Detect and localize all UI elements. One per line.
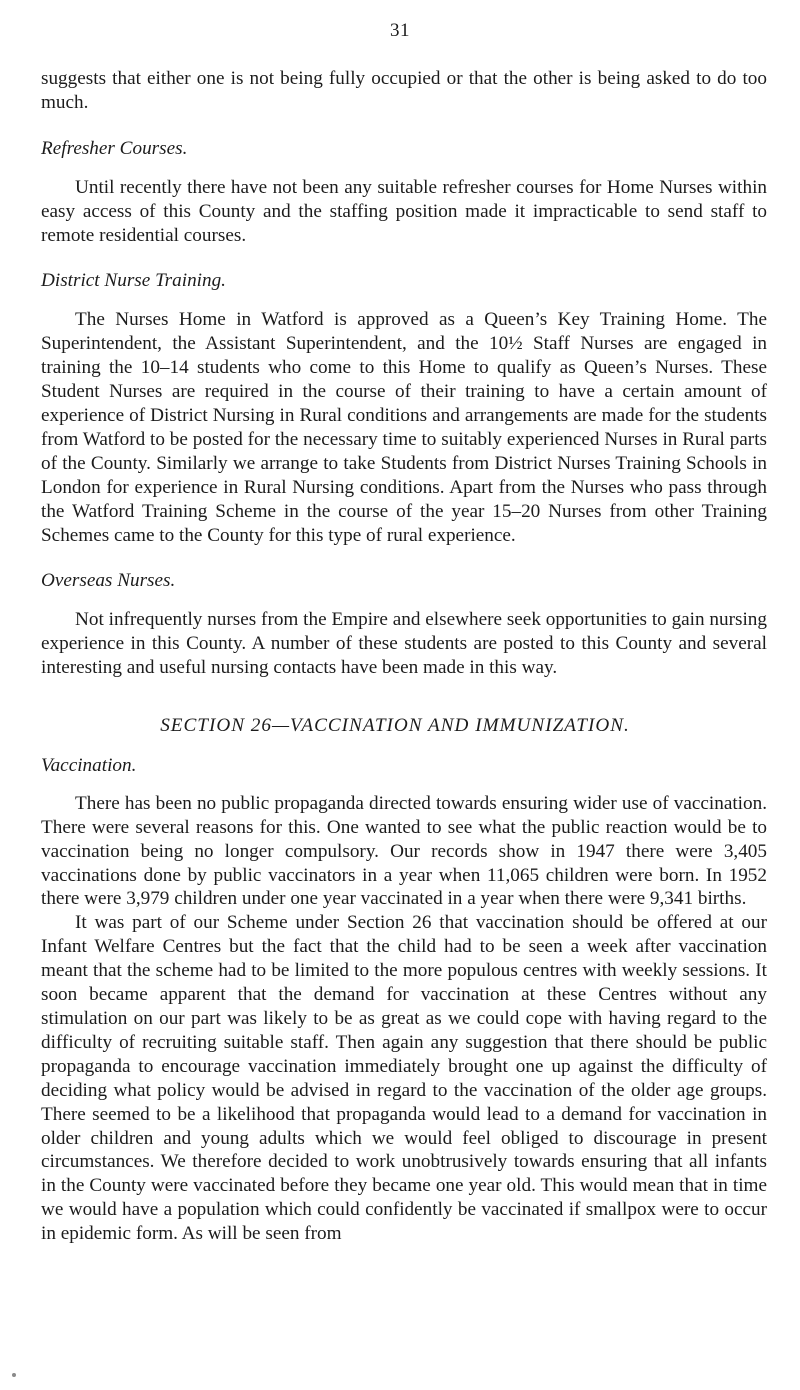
- page-body: [41, 67, 767, 1246]
- intro-paragraph: suggests that either one is not being fully occupied or that the other is being asked to do too much.: [41, 68, 767, 113]
- section-title: SECTION 26—VACCINATION AND IMMUNIZATION.: [160, 715, 630, 737]
- page-number: 31: [390, 20, 410, 41]
- district-nurse-training-paragraph: The Nurses Home in Watford is approved as a Queen’s Key Training Home. The Superintendent, the Assistant Superintendent, and the 10½ Staff Nurses are engaged in training the 10–14 students who come to this Home to qualify as Queen’s Nurses. These Student Nurses are required in the course of their training to have a certain amount of experience of District Nursing in Rural conditions and arrangements are made for the students from Watford to be posted for the necessary time to suitably experienced Nurses in Rural parts of the County. Similarly we arrange to take Students from District Nurses Training Schools in London for experience in Rural Nursing conditions. Apart from the Nurses who pass through the Watford Training Scheme in the course of the year 15–20 Nurses from other Training Schemes came to the County for this type of rural experience.: [41, 309, 767, 546]
- vaccination-heading: Vaccination.: [41, 754, 137, 776]
- overseas-nurses-heading: Overseas Nurses.: [41, 570, 176, 592]
- refresher-courses-heading: Refresher Courses.: [41, 137, 188, 159]
- vaccination-paragraph-1: There has been no public propaganda directed towards ensuring wider use of vaccination. There were several reasons for this. One wanted to see what the public reaction would be to vaccination being no longer compulsory. Our records show in 1947 there were 3,405 vaccinations done by public vaccinators in a year when 11,065 children were born. In 1952 there were 3,979 children under one year vaccinated in a year when there were 9,341 births.: [41, 792, 767, 910]
- vaccination-paragraph-2: It was part of our Scheme under Section 26 that vaccination should be offered at our Infant Welfare Centres but the fact that the child had to be seen a week after vaccination meant that the scheme had to be limited to the more populous centres with weekly sessions. It soon became apparent that the demand for vaccination at these Centres without any stimulation on our part was likely to be as great as we could cope with having regard to the difficulty of recruiting suitable staff. Then again any suggestion that there should be public propaganda to encourage vaccination immediately brought one up against the difficulty of deciding what policy would be advised in regard to the vaccination of the older age groups. There seemed to be a likelihood that propaganda would lead to a demand for vaccination in older children and young adults which we would feel obliged to discourage in present circumstances. We therefore decided to work unobtrusively towards ensuring that all infants in the County were vaccinated before they became one year old. This would mean that in time we would have a population which could confidently be vaccinated if smallpox were to occur in epidemic form. As will be seen from: [41, 912, 767, 1245]
- paper-speck: [12, 1373, 16, 1377]
- district-nurse-training-heading: District Nurse Training.: [41, 270, 226, 292]
- overseas-nurses-paragraph: Not infrequently nurses from the Empire and elsewhere seek opportunities to gain nursing experience in this County. A number of these students are posted to this County and several interesting and useful nursing contacts have been made in this way.: [41, 609, 767, 679]
- refresher-courses-paragraph: Until recently there have not been any suitable refresher courses for Home Nurses within easy access of this County and the staffing position made it impracticable to send staff to remote residential courses.: [41, 176, 767, 246]
